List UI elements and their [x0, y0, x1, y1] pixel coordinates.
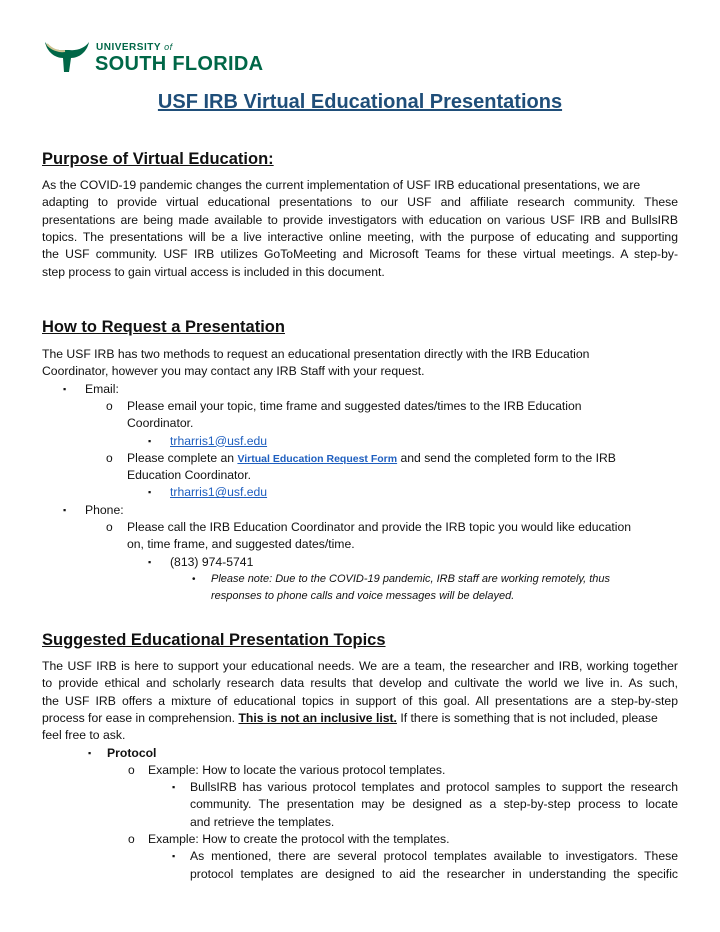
phone-note: Please note: Due to the COVID-19 pandemic, IRB staff are working remotely, thus — [211, 573, 611, 585]
email-step-text: Please complete an Virtual Education Request Form and send the completed form to the IRB — [127, 450, 616, 465]
topics-line: to provide ethical and scholarly research data results that develop and cultivate the world we live in. As such, — [42, 676, 678, 691]
purpose-line: step process to gain virtual access is included in this document. — [42, 264, 385, 279]
email-step-text: Education Coordinator. — [127, 468, 251, 483]
circle-bullet-icon: o — [128, 762, 135, 777]
protocol-label: Protocol — [107, 745, 157, 760]
square-bullet-icon: ▪ — [148, 435, 152, 446]
email-address-link[interactable]: trharris1@usf.edu — [170, 433, 268, 448]
topics-line: process for ease in comprehension. This is not an inclusive list. If there is something that is not included, please — [42, 710, 658, 725]
example-text: Example: How to locate the various protocol templates. — [148, 762, 446, 777]
usf-logo — [43, 38, 263, 78]
square-bullet-icon: ▪ — [63, 383, 67, 394]
email-label: Email: — [85, 381, 119, 396]
bull-horns-icon — [43, 38, 91, 78]
email-step-text: Coordinator. — [127, 416, 194, 431]
circle-bullet-icon: o — [128, 832, 135, 846]
request-intro-line: Coordinator, however you may contact any IRB Staff with your request. — [42, 364, 425, 379]
purpose-line: adapting to provide virtual educational presentations to our USF and affiliate research community. These — [42, 195, 678, 210]
circle-bullet-icon: o — [106, 450, 113, 465]
request-intro-line: The USF IRB has two methods to request an educational presentation directly with the IRB Education — [42, 347, 590, 361]
email-step-text: Please email your topic, time frame and suggested dates/times to the IRB Education — [127, 398, 582, 413]
request-heading: How to Request a Presentation — [42, 318, 285, 336]
example-detail: community. The presentation may be designed as a step-by-step process to locate — [190, 797, 678, 812]
topics-line: feel free to ask. — [42, 728, 126, 743]
topics-heading: Suggested Educational Presentation Topics — [42, 631, 386, 649]
circle-bullet-icon: o — [106, 520, 113, 534]
topics-line: the USF IRB offers a mixture of educational topics in support of this goal. All presentations are a step-by-step — [42, 693, 678, 708]
email-address-link[interactable]: trharris1@usf.edu — [170, 485, 268, 500]
phone-step-text: on, time frame, and suggested dates/time. — [127, 537, 355, 552]
dot-bullet-icon: • — [192, 574, 196, 585]
purpose-heading: Purpose of Virtual Education: — [42, 150, 274, 168]
square-bullet-icon: ▪ — [148, 556, 152, 567]
page-title: USF IRB Virtual Educational Presentations — [157, 91, 563, 113]
square-bullet-icon: ▪ — [63, 504, 67, 515]
example-detail: and retrieve the templates. — [190, 814, 335, 829]
logo-south-florida-text: SOUTH FLORIDA — [95, 53, 264, 75]
circle-bullet-icon: o — [106, 398, 113, 413]
phone-number: (813) 974-5741 — [170, 554, 254, 569]
phone-step-text: Please call the IRB Education Coordinator and provide the IRB topic you would like education — [127, 520, 632, 534]
square-bullet-icon: ▪ — [172, 782, 176, 793]
phone-note: responses to phone calls and voice messages will be delayed. — [211, 590, 515, 602]
example-detail: BullsIRB has various protocol templates and protocol samples to support the research — [190, 780, 678, 795]
square-bullet-icon: ▪ — [172, 851, 176, 862]
topics-line: The USF IRB is here to support your educational needs. We are a team, the researcher and IRB, working together — [42, 659, 678, 673]
square-bullet-icon: ▪ — [148, 487, 152, 498]
purpose-line: topics. The presentations will be a live interactive online meeting, with the purpose of educating and supporting — [42, 229, 678, 244]
purpose-line: the USF community. USF IRB utilizes GoToMeeting and Microsoft Teams for these virtual meetings. A step-by- — [42, 247, 678, 262]
purpose-line: As the COVID-19 pandemic changes the current implementation of USF IRB educational presentations, we are — [42, 178, 641, 192]
request-form-link[interactable]: Virtual Education Request Form — [237, 452, 398, 465]
square-bullet-icon: ▪ — [88, 747, 92, 758]
example-detail: As mentioned, there are several protocol templates available to investigators. These — [190, 849, 678, 864]
example-text: Example: How to create the protocol with the templates. — [148, 832, 450, 846]
example-detail: protocol templates are designed to aid the researcher in understanding the specific — [190, 866, 678, 881]
logo-university-text: UNIVERSITY of — [96, 42, 173, 53]
phone-label: Phone: — [85, 502, 124, 517]
purpose-line: presentations are being made available to provide investigators with education on various USF IRB and BullsIRB — [42, 212, 678, 227]
